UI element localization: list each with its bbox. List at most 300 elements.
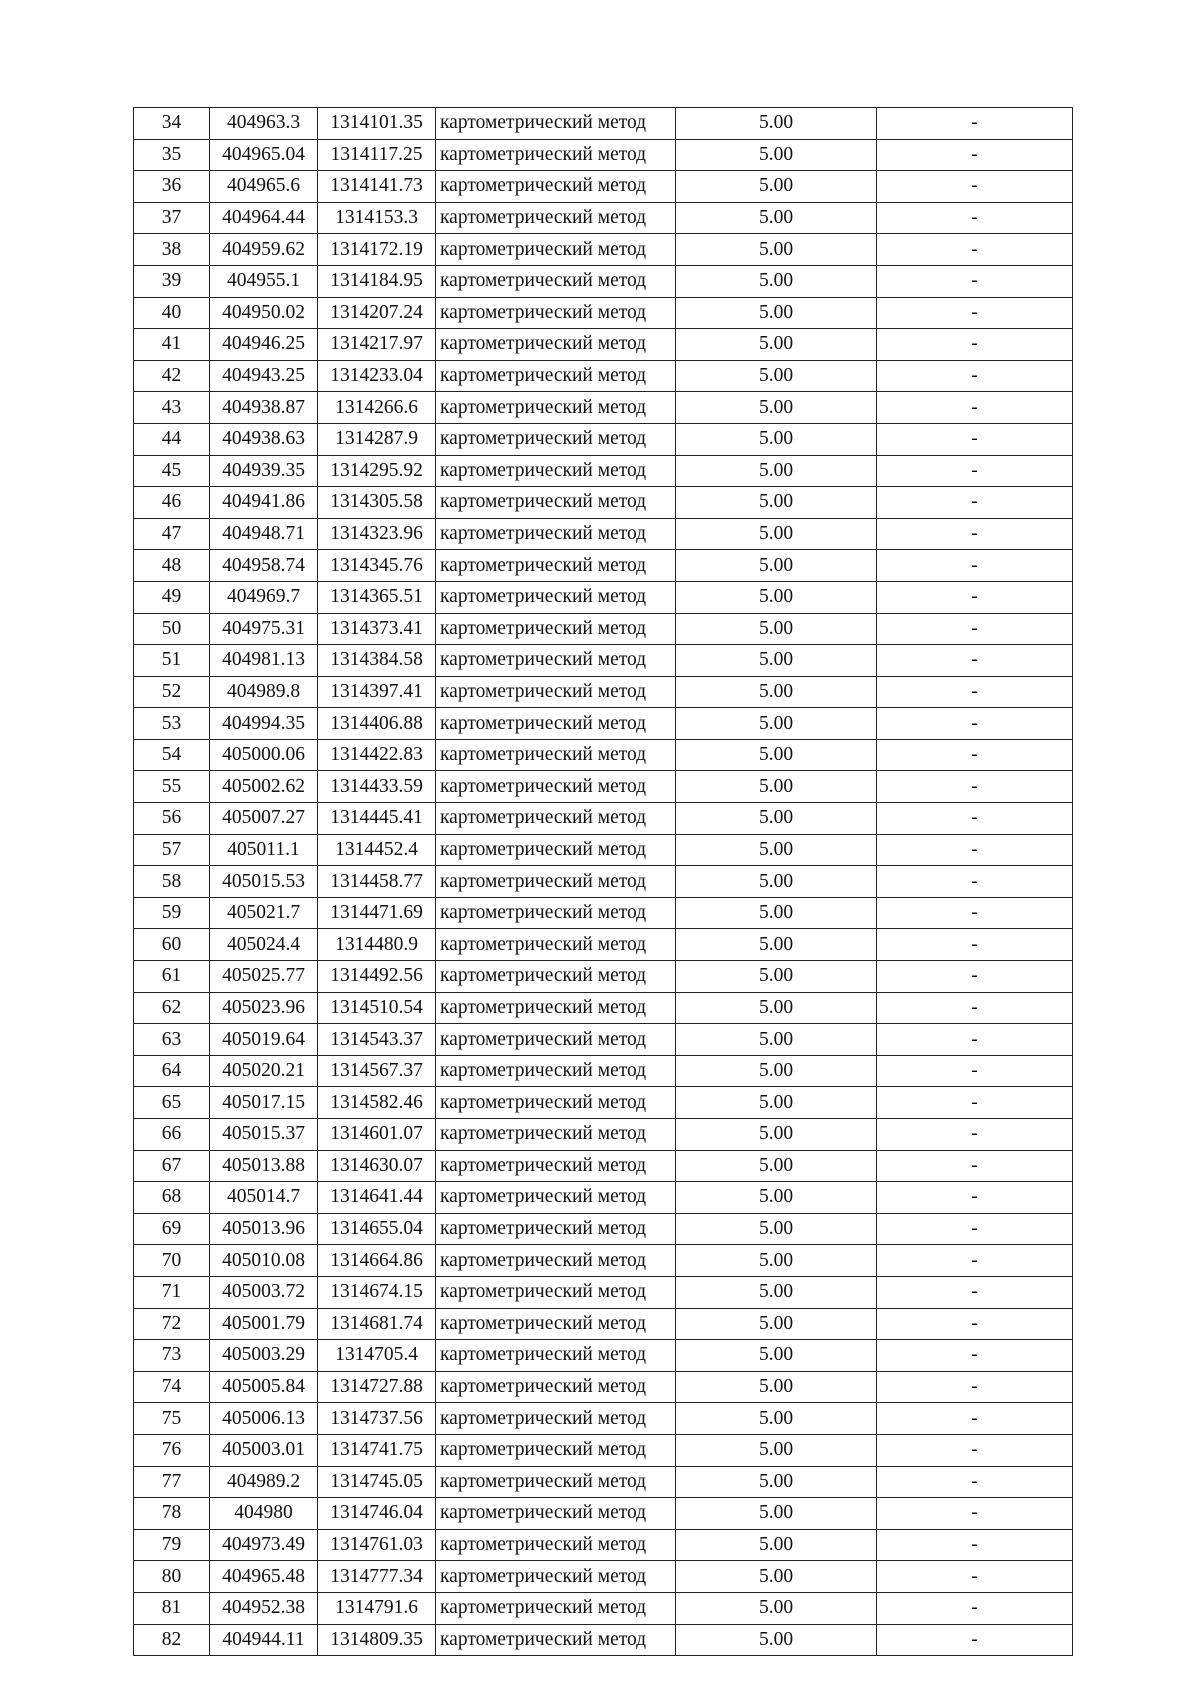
- precision-cell: 5.00: [676, 202, 877, 234]
- description-cell: -: [877, 455, 1073, 487]
- description-cell: -: [877, 360, 1073, 392]
- table-row: [134, 739, 1073, 771]
- x-coordinate-cell: 404973.49: [210, 1529, 318, 1561]
- description-cell: -: [877, 202, 1073, 234]
- y-coordinate-cell: 1314365.51: [318, 581, 436, 613]
- method-cell: картометрический метод: [436, 1024, 676, 1056]
- table-row: [134, 992, 1073, 1024]
- precision-cell: 5.00: [676, 1055, 877, 1087]
- precision-cell: 5.00: [676, 834, 877, 866]
- point-number-cell: 35: [134, 139, 210, 171]
- method-cell: картометрический метод: [436, 803, 676, 835]
- description-cell: -: [877, 1213, 1073, 1245]
- method-cell: картометрический метод: [436, 108, 676, 140]
- precision-cell: 5.00: [676, 645, 877, 677]
- description-cell: -: [877, 1150, 1073, 1182]
- table-row: [134, 329, 1073, 361]
- y-coordinate-cell: 1314397.41: [318, 676, 436, 708]
- method-cell: картометрический метод: [436, 392, 676, 424]
- y-coordinate-cell: 1314761.03: [318, 1529, 436, 1561]
- y-coordinate-cell: 1314323.96: [318, 518, 436, 550]
- x-coordinate-cell: 404955.1: [210, 265, 318, 297]
- point-number-cell: 68: [134, 1182, 210, 1214]
- method-cell: картометрический метод: [436, 1624, 676, 1656]
- table-row: [134, 1087, 1073, 1119]
- y-coordinate-cell: 1314287.9: [318, 423, 436, 455]
- x-coordinate-cell: 404980: [210, 1498, 318, 1530]
- description-cell: -: [877, 1371, 1073, 1403]
- y-coordinate-cell: 1314480.9: [318, 929, 436, 961]
- precision-cell: 5.00: [676, 455, 877, 487]
- method-cell: картометрический метод: [436, 613, 676, 645]
- table-row: [134, 455, 1073, 487]
- table-row: [134, 645, 1073, 677]
- table-row: [134, 1276, 1073, 1308]
- table-row: [134, 866, 1073, 898]
- precision-cell: 5.00: [676, 1498, 877, 1530]
- point-number-cell: 82: [134, 1624, 210, 1656]
- x-coordinate-cell: 405006.13: [210, 1403, 318, 1435]
- y-coordinate-cell: 1314582.46: [318, 1087, 436, 1119]
- precision-cell: 5.00: [676, 1561, 877, 1593]
- y-coordinate-cell: 1314217.97: [318, 329, 436, 361]
- point-number-cell: 61: [134, 961, 210, 993]
- point-number-cell: 57: [134, 834, 210, 866]
- x-coordinate-cell: 404950.02: [210, 297, 318, 329]
- precision-cell: 5.00: [676, 1371, 877, 1403]
- description-cell: -: [877, 171, 1073, 203]
- table-row: [134, 234, 1073, 266]
- description-cell: -: [877, 803, 1073, 835]
- y-coordinate-cell: 1314655.04: [318, 1213, 436, 1245]
- y-coordinate-cell: 1314543.37: [318, 1024, 436, 1056]
- x-coordinate-cell: 404965.48: [210, 1561, 318, 1593]
- method-cell: картометрический метод: [436, 1213, 676, 1245]
- table-row: [134, 1371, 1073, 1403]
- point-number-cell: 76: [134, 1434, 210, 1466]
- method-cell: картометрический метод: [436, 265, 676, 297]
- description-cell: -: [877, 1182, 1073, 1214]
- table-row: [134, 360, 1073, 392]
- point-number-cell: 45: [134, 455, 210, 487]
- table-row: [134, 202, 1073, 234]
- precision-cell: 5.00: [676, 613, 877, 645]
- precision-cell: 5.00: [676, 108, 877, 140]
- method-cell: картометрический метод: [436, 455, 676, 487]
- precision-cell: 5.00: [676, 1340, 877, 1372]
- table-row: [134, 961, 1073, 993]
- y-coordinate-cell: 1314445.41: [318, 803, 436, 835]
- method-cell: картометрический метод: [436, 360, 676, 392]
- table-row: [134, 1403, 1073, 1435]
- table-row: [134, 613, 1073, 645]
- x-coordinate-cell: 404952.38: [210, 1592, 318, 1624]
- description-cell: -: [877, 1276, 1073, 1308]
- description-cell: -: [877, 329, 1073, 361]
- precision-cell: 5.00: [676, 739, 877, 771]
- point-number-cell: 41: [134, 329, 210, 361]
- point-number-cell: 67: [134, 1150, 210, 1182]
- point-number-cell: 53: [134, 708, 210, 740]
- description-cell: -: [877, 392, 1073, 424]
- table-row: [134, 834, 1073, 866]
- method-cell: картометрический метод: [436, 897, 676, 929]
- description-cell: -: [877, 1119, 1073, 1151]
- x-coordinate-cell: 405003.01: [210, 1434, 318, 1466]
- point-number-cell: 59: [134, 897, 210, 929]
- point-number-cell: 69: [134, 1213, 210, 1245]
- precision-cell: 5.00: [676, 1150, 877, 1182]
- table-row: [134, 1592, 1073, 1624]
- description-cell: -: [877, 739, 1073, 771]
- method-cell: картометрический метод: [436, 676, 676, 708]
- point-number-cell: 66: [134, 1119, 210, 1151]
- method-cell: картометрический метод: [436, 739, 676, 771]
- x-coordinate-cell: 405003.29: [210, 1340, 318, 1372]
- point-number-cell: 39: [134, 265, 210, 297]
- precision-cell: 5.00: [676, 487, 877, 519]
- description-cell: -: [877, 897, 1073, 929]
- point-number-cell: 40: [134, 297, 210, 329]
- point-number-cell: 81: [134, 1592, 210, 1624]
- method-cell: картометрический метод: [436, 139, 676, 171]
- precision-cell: 5.00: [676, 1529, 877, 1561]
- y-coordinate-cell: 1314567.37: [318, 1055, 436, 1087]
- precision-cell: 5.00: [676, 265, 877, 297]
- point-number-cell: 46: [134, 487, 210, 519]
- description-cell: -: [877, 1403, 1073, 1435]
- y-coordinate-cell: 1314373.41: [318, 613, 436, 645]
- table-row: [134, 708, 1073, 740]
- point-number-cell: 74: [134, 1371, 210, 1403]
- point-number-cell: 72: [134, 1308, 210, 1340]
- coordinates-table: [133, 107, 1073, 1656]
- method-cell: картометрический метод: [436, 1561, 676, 1593]
- method-cell: картометрический метод: [436, 581, 676, 613]
- table-row: [134, 1624, 1073, 1656]
- x-coordinate-cell: 404994.35: [210, 708, 318, 740]
- x-coordinate-cell: 405005.84: [210, 1371, 318, 1403]
- y-coordinate-cell: 1314233.04: [318, 360, 436, 392]
- x-coordinate-cell: 405000.06: [210, 739, 318, 771]
- point-number-cell: 49: [134, 581, 210, 613]
- y-coordinate-cell: 1314305.58: [318, 487, 436, 519]
- description-cell: -: [877, 139, 1073, 171]
- y-coordinate-cell: 1314452.4: [318, 834, 436, 866]
- description-cell: -: [877, 518, 1073, 550]
- x-coordinate-cell: 405019.64: [210, 1024, 318, 1056]
- method-cell: картометрический метод: [436, 1182, 676, 1214]
- table-row: [134, 803, 1073, 835]
- description-cell: -: [877, 866, 1073, 898]
- y-coordinate-cell: 1314141.73: [318, 171, 436, 203]
- table-row: [134, 139, 1073, 171]
- table-row: [134, 1466, 1073, 1498]
- description-cell: -: [877, 297, 1073, 329]
- precision-cell: 5.00: [676, 1182, 877, 1214]
- point-number-cell: 54: [134, 739, 210, 771]
- x-coordinate-cell: 405021.7: [210, 897, 318, 929]
- precision-cell: 5.00: [676, 1119, 877, 1151]
- description-cell: -: [877, 1561, 1073, 1593]
- x-coordinate-cell: 405025.77: [210, 961, 318, 993]
- x-coordinate-cell: 404958.74: [210, 550, 318, 582]
- table-row: [134, 1119, 1073, 1151]
- point-number-cell: 47: [134, 518, 210, 550]
- y-coordinate-cell: 1314117.25: [318, 139, 436, 171]
- method-cell: картометрический метод: [436, 1592, 676, 1624]
- method-cell: картометрический метод: [436, 1308, 676, 1340]
- method-cell: картометрический метод: [436, 1403, 676, 1435]
- table-row: [134, 518, 1073, 550]
- y-coordinate-cell: 1314345.76: [318, 550, 436, 582]
- method-cell: картометрический метод: [436, 1276, 676, 1308]
- precision-cell: 5.00: [676, 1245, 877, 1277]
- table-row: [134, 1182, 1073, 1214]
- precision-cell: 5.00: [676, 581, 877, 613]
- table-row: [134, 1340, 1073, 1372]
- y-coordinate-cell: 1314471.69: [318, 897, 436, 929]
- x-coordinate-cell: 405001.79: [210, 1308, 318, 1340]
- point-number-cell: 79: [134, 1529, 210, 1561]
- table-row: [134, 1150, 1073, 1182]
- description-cell: -: [877, 1498, 1073, 1530]
- y-coordinate-cell: 1314510.54: [318, 992, 436, 1024]
- table-row: [134, 929, 1073, 961]
- method-cell: картометрический метод: [436, 708, 676, 740]
- table-row: [134, 771, 1073, 803]
- precision-cell: 5.00: [676, 1308, 877, 1340]
- description-cell: -: [877, 234, 1073, 266]
- description-cell: -: [877, 550, 1073, 582]
- x-coordinate-cell: 405015.53: [210, 866, 318, 898]
- table-row: [134, 1561, 1073, 1593]
- table-row: [134, 1498, 1073, 1530]
- point-number-cell: 44: [134, 423, 210, 455]
- point-number-cell: 51: [134, 645, 210, 677]
- precision-cell: 5.00: [676, 423, 877, 455]
- point-number-cell: 70: [134, 1245, 210, 1277]
- table-row: [134, 1434, 1073, 1466]
- description-cell: -: [877, 708, 1073, 740]
- x-coordinate-cell: 404938.63: [210, 423, 318, 455]
- precision-cell: 5.00: [676, 1434, 877, 1466]
- y-coordinate-cell: 1314630.07: [318, 1150, 436, 1182]
- table-row: [134, 108, 1073, 140]
- point-number-cell: 56: [134, 803, 210, 835]
- description-cell: -: [877, 676, 1073, 708]
- method-cell: картометрический метод: [436, 171, 676, 203]
- precision-cell: 5.00: [676, 297, 877, 329]
- precision-cell: 5.00: [676, 171, 877, 203]
- y-coordinate-cell: 1314422.83: [318, 739, 436, 771]
- y-coordinate-cell: 1314207.24: [318, 297, 436, 329]
- description-cell: -: [877, 1340, 1073, 1372]
- precision-cell: 5.00: [676, 1276, 877, 1308]
- x-coordinate-cell: 404989.2: [210, 1466, 318, 1498]
- table-row: [134, 581, 1073, 613]
- method-cell: картометрический метод: [436, 329, 676, 361]
- table-row: [134, 1308, 1073, 1340]
- table-row: [134, 487, 1073, 519]
- method-cell: картометрический метод: [436, 297, 676, 329]
- method-cell: картометрический метод: [436, 1434, 676, 1466]
- x-coordinate-cell: 404965.6: [210, 171, 318, 203]
- table-row: [134, 392, 1073, 424]
- point-number-cell: 63: [134, 1024, 210, 1056]
- method-cell: картометрический метод: [436, 518, 676, 550]
- method-cell: картометрический метод: [436, 1119, 676, 1151]
- table-row: [134, 1529, 1073, 1561]
- precision-cell: 5.00: [676, 803, 877, 835]
- precision-cell: 5.00: [676, 550, 877, 582]
- method-cell: картометрический метод: [436, 1150, 676, 1182]
- table-row: [134, 1024, 1073, 1056]
- point-number-cell: 71: [134, 1276, 210, 1308]
- description-cell: -: [877, 771, 1073, 803]
- coordinates-table-body: [134, 108, 1073, 1656]
- point-number-cell: 80: [134, 1561, 210, 1593]
- method-cell: картометрический метод: [436, 834, 676, 866]
- precision-cell: 5.00: [676, 1024, 877, 1056]
- precision-cell: 5.00: [676, 1466, 877, 1498]
- description-cell: -: [877, 1245, 1073, 1277]
- precision-cell: 5.00: [676, 392, 877, 424]
- description-cell: -: [877, 1592, 1073, 1624]
- precision-cell: 5.00: [676, 1592, 877, 1624]
- y-coordinate-cell: 1314406.88: [318, 708, 436, 740]
- description-cell: -: [877, 265, 1073, 297]
- point-number-cell: 64: [134, 1055, 210, 1087]
- y-coordinate-cell: 1314492.56: [318, 961, 436, 993]
- method-cell: картометрический метод: [436, 961, 676, 993]
- point-number-cell: 42: [134, 360, 210, 392]
- x-coordinate-cell: 404959.62: [210, 234, 318, 266]
- table-row: [134, 423, 1073, 455]
- point-number-cell: 52: [134, 676, 210, 708]
- point-number-cell: 75: [134, 1403, 210, 1435]
- point-number-cell: 48: [134, 550, 210, 582]
- description-cell: -: [877, 1624, 1073, 1656]
- y-coordinate-cell: 1314601.07: [318, 1119, 436, 1151]
- precision-cell: 5.00: [676, 992, 877, 1024]
- table-row: [134, 897, 1073, 929]
- method-cell: картометрический метод: [436, 1245, 676, 1277]
- description-cell: -: [877, 1434, 1073, 1466]
- description-cell: -: [877, 1024, 1073, 1056]
- y-coordinate-cell: 1314727.88: [318, 1371, 436, 1403]
- y-coordinate-cell: 1314674.15: [318, 1276, 436, 1308]
- description-cell: -: [877, 613, 1073, 645]
- table-row: [134, 265, 1073, 297]
- y-coordinate-cell: 1314664.86: [318, 1245, 436, 1277]
- precision-cell: 5.00: [676, 234, 877, 266]
- method-cell: картометрический метод: [436, 423, 676, 455]
- point-number-cell: 78: [134, 1498, 210, 1530]
- y-coordinate-cell: 1314266.6: [318, 392, 436, 424]
- point-number-cell: 62: [134, 992, 210, 1024]
- table-row: [134, 1245, 1073, 1277]
- method-cell: картометрический метод: [436, 1055, 676, 1087]
- x-coordinate-cell: 405017.15: [210, 1087, 318, 1119]
- method-cell: картометрический метод: [436, 1529, 676, 1561]
- table-row: [134, 676, 1073, 708]
- precision-cell: 5.00: [676, 676, 877, 708]
- description-cell: -: [877, 929, 1073, 961]
- x-coordinate-cell: 404969.7: [210, 581, 318, 613]
- x-coordinate-cell: 405020.21: [210, 1055, 318, 1087]
- description-cell: -: [877, 1529, 1073, 1561]
- x-coordinate-cell: 405002.62: [210, 771, 318, 803]
- description-cell: -: [877, 645, 1073, 677]
- table-row: [134, 171, 1073, 203]
- y-coordinate-cell: 1314745.05: [318, 1466, 436, 1498]
- x-coordinate-cell: 405003.72: [210, 1276, 318, 1308]
- method-cell: картометрический метод: [436, 929, 676, 961]
- method-cell: картометрический метод: [436, 487, 676, 519]
- point-number-cell: 38: [134, 234, 210, 266]
- precision-cell: 5.00: [676, 961, 877, 993]
- x-coordinate-cell: 405007.27: [210, 803, 318, 835]
- point-number-cell: 58: [134, 866, 210, 898]
- point-number-cell: 36: [134, 171, 210, 203]
- point-number-cell: 34: [134, 108, 210, 140]
- x-coordinate-cell: 404943.25: [210, 360, 318, 392]
- point-number-cell: 55: [134, 771, 210, 803]
- y-coordinate-cell: 1314172.19: [318, 234, 436, 266]
- y-coordinate-cell: 1314746.04: [318, 1498, 436, 1530]
- y-coordinate-cell: 1314681.74: [318, 1308, 436, 1340]
- description-cell: -: [877, 108, 1073, 140]
- table-row: [134, 297, 1073, 329]
- y-coordinate-cell: 1314384.58: [318, 645, 436, 677]
- x-coordinate-cell: 404939.35: [210, 455, 318, 487]
- method-cell: картометрический метод: [436, 992, 676, 1024]
- description-cell: -: [877, 992, 1073, 1024]
- method-cell: картометрический метод: [436, 1371, 676, 1403]
- x-coordinate-cell: 404965.04: [210, 139, 318, 171]
- description-cell: -: [877, 834, 1073, 866]
- x-coordinate-cell: 405014.7: [210, 1182, 318, 1214]
- precision-cell: 5.00: [676, 771, 877, 803]
- method-cell: картометрический метод: [436, 1087, 676, 1119]
- method-cell: картометрический метод: [436, 202, 676, 234]
- x-coordinate-cell: 404944.11: [210, 1624, 318, 1656]
- x-coordinate-cell: 404981.13: [210, 645, 318, 677]
- x-coordinate-cell: 405013.88: [210, 1150, 318, 1182]
- table-row: [134, 1055, 1073, 1087]
- x-coordinate-cell: 405010.08: [210, 1245, 318, 1277]
- x-coordinate-cell: 404941.86: [210, 487, 318, 519]
- x-coordinate-cell: 405013.96: [210, 1213, 318, 1245]
- method-cell: картометрический метод: [436, 866, 676, 898]
- precision-cell: 5.00: [676, 1403, 877, 1435]
- y-coordinate-cell: 1314295.92: [318, 455, 436, 487]
- table-row: [134, 1213, 1073, 1245]
- y-coordinate-cell: 1314641.44: [318, 1182, 436, 1214]
- y-coordinate-cell: 1314458.77: [318, 866, 436, 898]
- method-cell: картометрический метод: [436, 645, 676, 677]
- point-number-cell: 65: [134, 1087, 210, 1119]
- y-coordinate-cell: 1314737.56: [318, 1403, 436, 1435]
- point-number-cell: 43: [134, 392, 210, 424]
- precision-cell: 5.00: [676, 708, 877, 740]
- method-cell: картометрический метод: [436, 771, 676, 803]
- y-coordinate-cell: 1314705.4: [318, 1340, 436, 1372]
- description-cell: -: [877, 961, 1073, 993]
- precision-cell: 5.00: [676, 139, 877, 171]
- point-number-cell: 73: [134, 1340, 210, 1372]
